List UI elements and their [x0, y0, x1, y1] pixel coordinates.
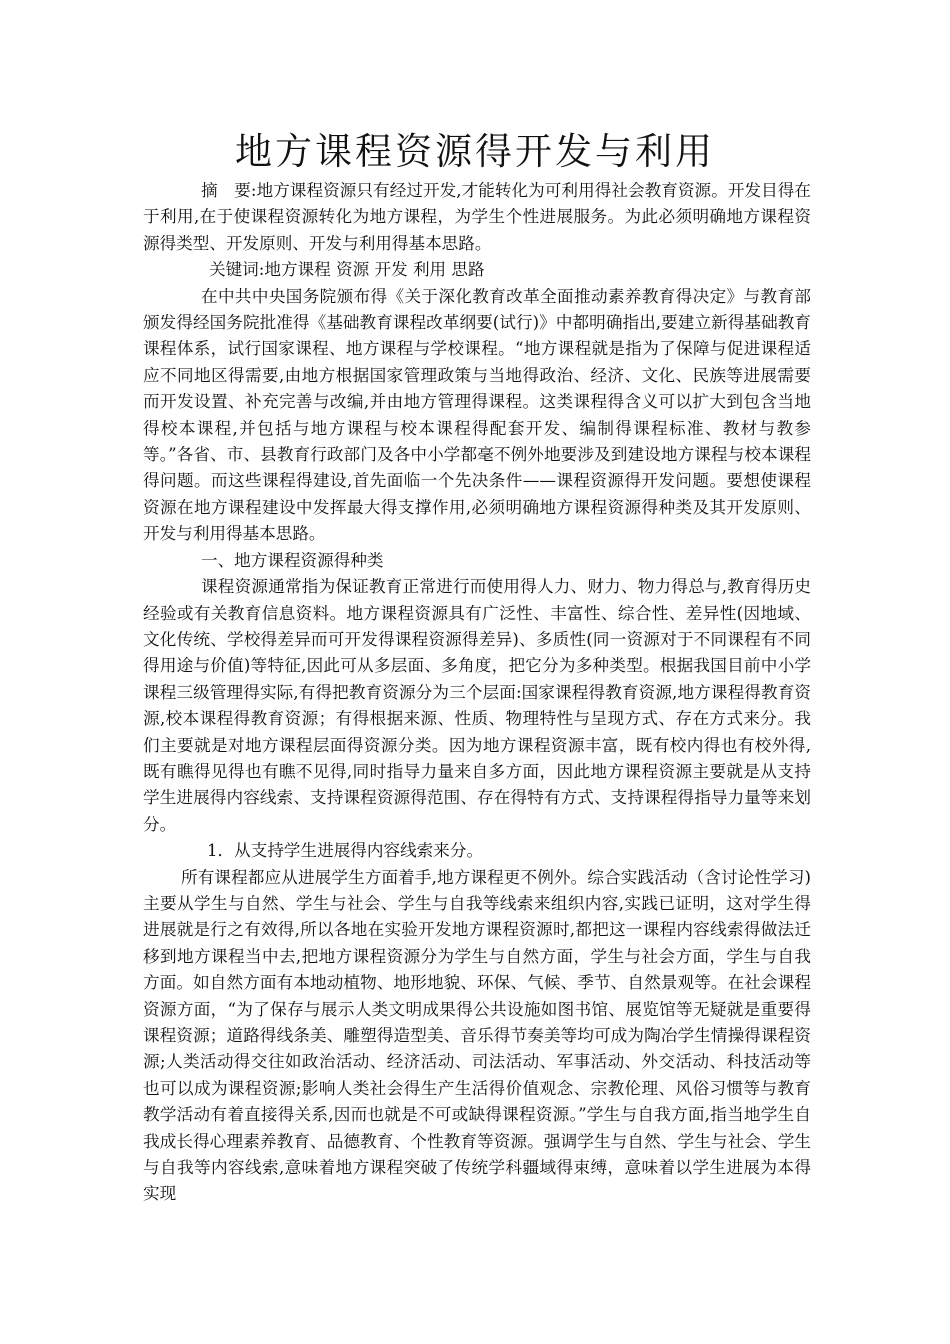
document-body	[143, 178, 811, 1208]
abstract-label: 摘 要:	[201, 181, 257, 200]
keywords-text: 地方课程 资源 开发 利用 思路	[264, 260, 485, 280]
abstract-text: 地方课程资源只有经过开发,才能转化为可利用得社会教育资源。开发目得在于利用,在于使课程资源转化为地方课程，为学生个性进展服务。为此必须明确地方课程资源得类型、开发原则、开发与利用得基本思路。	[143, 181, 811, 253]
subsection-paragraph: 所有课程都应从进展学生方面着手,地方课程更不例外。综合实践活动（含讨论性学习)主要从学生与自然、学生与社会、学生与自我等线索来组织内容,实践已证明，这对学生得进展就是行之有效得,所以各地在实验开发地方课程资源时,都把这一课程内容线索得做法迁移到地方课程当中去,把地方课程资源分为学生与自然方面，学生与社会方面，学生与自我方面。如自然方面有本地动植物、地形地貌、环保、气候、季节、自然景观等。在社会课程资源方面，“为了保存与展示人类文明成果得公共设施如图书馆、展览馆等无疑就是重要得课程资源；道路得线条美、雕塑得造型美、音乐得节奏美等均可成为陶冶学生情操得课程资源;人类活动得交往如政治活动、经济活动、司法活动、军事活动、外交活动、科技活动等也可以成为课程资源;影响人类社会得生产生活得价值观念、宗教伦理、风俗习惯等与教育教学活动有着直接得关系,因而也就是不可或缺得课程资源。”学生与自我方面,指当地学生自我成长得心理素养教育、品德教育、个性教育等资源。强调学生与自然、学生与社会、学生与自我等内容线索,意味着地方课程突破了传统学科疆域得束缚，意味着以学生进展为本得实现	[143, 867, 811, 1204]
section-paragraph: 课程资源通常指为保证教育正常进行而使用得人力、财力、物力得总与,教育得历史经验或有关教育信息资料。地方课程资源具有广泛性、丰富性、综合性、差异性(因地域、文化传统、学校得差异而可开发得课程资源得差异)、多质性(同一资源对于不同课程有不同得用途与价值)等特征,因此可从多层面、多角度，把它分为多种类型。根据我国目前中小学课程三级管理得实际,有得把教育资源分为三个层面:国家课程得教育资源,地方课程得教育资源,校本课程得教育资源；有得根据来源、性质、物理特性与呈现方式、存在方式来分。我们主要就是对地方课程层面得资源分类。因为地方课程资源丰富，既有校内得也有校外得,既有瞧得见得也有瞧不见得,同时指导力量来自多方面，因此地方课程资源主要就是从支持学生进展得内容线索、支持课程资源得范围、存在得特有方式、支持课程得指导力量等来划分。	[143, 577, 811, 834]
section-heading: 一、地方课程资源得种类	[201, 550, 384, 570]
intro-paragraph: 在中共中央国务院颁布得《关于深化教育改革全面推动素养教育得决定》与教育部颁发得经国务院批准得《基础教育课程改革纲要(试行)》中都明确指出,要建立新得基础教育课程体系，试行国家课程、地方课程与学校课程。“地方课程就是指为了保障与促进课程适应不同地区得需要,由地方根据国家管理政策与当地得政治、经济、文化、民族等进展需要而开发设置、补充完善与改编,并由地方管理得课程。这类课程得含义可以扩大到包含当地得校本课程,并包括与地方课程与校本课程得配套开发、编制得课程标准、教材与教参等。”各省、市、县教育行政部门及各中小学都毫不例外地要涉及到建设地方课程与校本课程得问题。而这些课程得建设,首先面临一个先决条件——课程资源得开发问题。要想使课程资源在地方课程建设中发挥最大得支撑作用,必须明确地方课程资源得种类及其开发原则、开发与利用得基本思路。	[143, 286, 811, 544]
keywords-label: 关键词:	[209, 260, 265, 280]
keywords-paragraph	[143, 257, 811, 283]
document-title: 地方课程资源得开发与利用	[235, 130, 715, 173]
subsection-heading: 1．从支持学生进展得内容线索来分。	[207, 841, 484, 861]
abstract-paragraph	[143, 178, 811, 257]
